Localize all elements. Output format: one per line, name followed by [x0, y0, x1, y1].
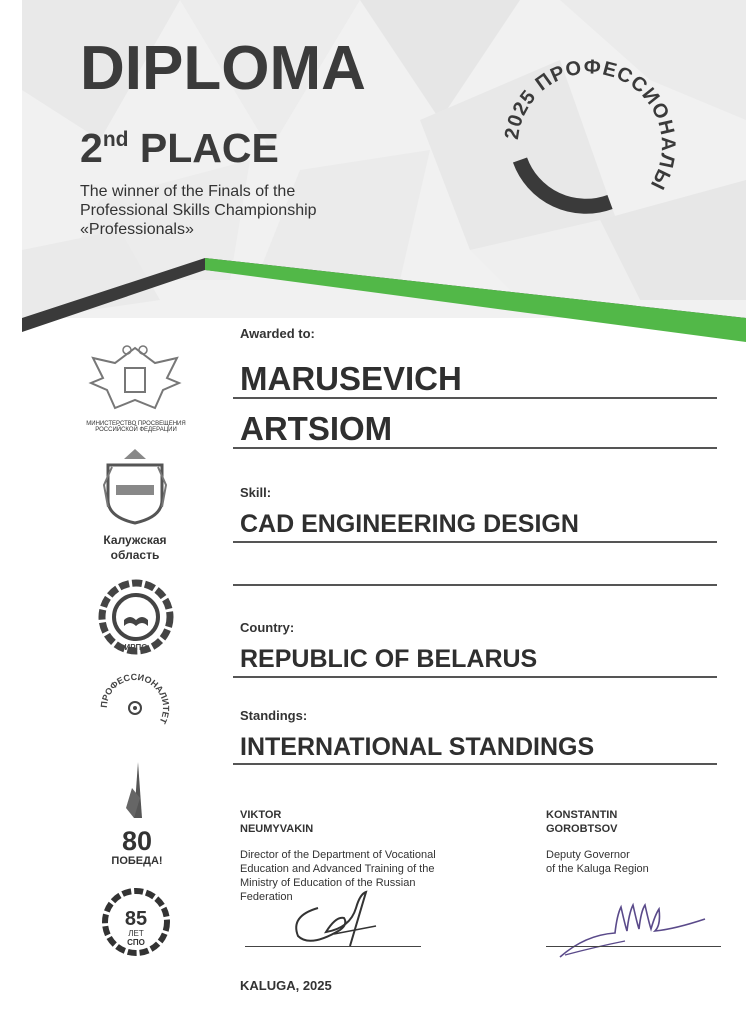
signature-line [245, 946, 421, 947]
spo-line2: СПО [127, 938, 145, 947]
subtitle-line: The winner of the Finals of the [80, 183, 296, 200]
emblem-text: 2025 ПРОФЕССИОНАЛЫ [500, 56, 679, 194]
region-line: область [110, 548, 160, 562]
signatory-name: GOROBTSOV [546, 823, 618, 835]
spo-line1: ЛЕТ [128, 929, 144, 938]
signatory-position: Deputy Governor [546, 849, 630, 861]
awarded-label: Awarded to: [240, 326, 315, 341]
place-number: 2 [80, 125, 103, 171]
signatory-name: KONSTANTIN [546, 809, 618, 821]
rule [233, 676, 717, 678]
awardee-name: ARTSIOM [240, 410, 393, 447]
subtitle [80, 182, 380, 239]
skill-label: Skill: [240, 485, 272, 500]
subtitle-line: «Professionals» [80, 221, 194, 238]
rule [233, 541, 717, 543]
eagle-emblem-icon [85, 338, 185, 420]
rule [233, 397, 717, 399]
kaluga-coat-of-arms-icon [102, 445, 168, 527]
place-heading [80, 125, 279, 171]
victory-word: ПОБЕДА! [111, 855, 163, 867]
awardee-surname: MARUSEVICH [240, 360, 462, 397]
rule [233, 447, 717, 449]
region-line: Калужская [103, 533, 167, 547]
signature-line [546, 946, 721, 947]
place-date: KALUGA, 2025 [240, 978, 332, 993]
skill-value: CAD ENGINEERING DESIGN [240, 510, 579, 538]
irpo-text: ИРПО [124, 643, 148, 652]
standings-value: INTERNATIONAL STANDINGS [240, 733, 595, 761]
signature-1 [280, 888, 390, 950]
victory-number: 80 [121, 826, 153, 856]
subtitle-line: Professional Skills Championship [80, 202, 317, 219]
diploma-title: DIPLOMA [80, 34, 366, 103]
signatory-position: of the Kaluga Region [546, 863, 649, 875]
signatory-name: VIKTOR [240, 809, 282, 821]
country-value: REPUBLIC OF BELARUS [240, 645, 538, 673]
spo-85-logo-icon [99, 885, 173, 959]
place-word: PLACE [139, 125, 279, 171]
signatory-position: Ministry of Education of the Russian [240, 877, 416, 889]
signatory-position: Director of the Department of Vocational [240, 849, 436, 861]
rule [233, 763, 717, 765]
ministry-line: МИНИСТЕРСТВО ПРОСВЕЩЕНИЯ [86, 421, 186, 427]
professionalitet-text: ПРОФЕССИОНАЛИТЕТ [98, 671, 172, 726]
signatory-2 [546, 808, 726, 876]
signature-2 [555, 895, 715, 965]
signatory-name: NEUMYVAKIN [240, 823, 314, 835]
professionalitet-logo-icon [95, 668, 175, 748]
professionals-emblem [490, 30, 700, 230]
svg-text:ПРОФЕССИОНАЛИТЕТ [99, 672, 171, 726]
ministry-line: РОССИЙСКОЙ ФЕДЕРАЦИИ [95, 427, 177, 433]
victory-80-logo-icon [104, 758, 170, 870]
standings-label: Standings: [240, 708, 308, 723]
rule [233, 584, 717, 586]
ministry-caption [74, 421, 198, 433]
place-suffix: nd [102, 128, 129, 151]
irpo-logo-icon [97, 578, 175, 656]
spo-number: 85 [124, 908, 148, 930]
signatory-position: Education and Advanced Training of the [240, 863, 435, 875]
signatory-position: Federation [240, 891, 293, 903]
region-caption [85, 533, 185, 563]
country-label: Country: [240, 620, 295, 635]
